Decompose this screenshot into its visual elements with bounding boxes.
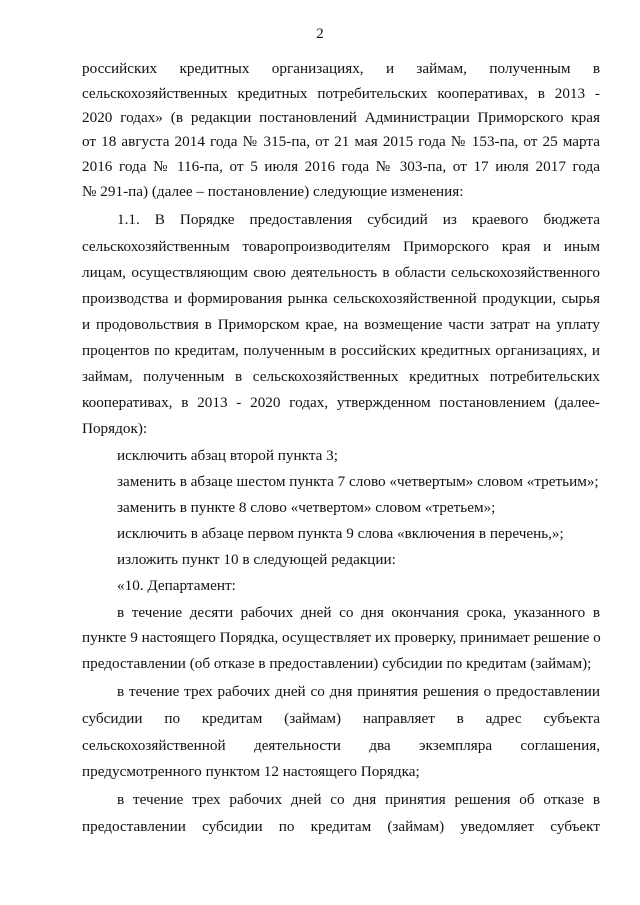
text-line: исключить в абзаце первом пункта 9 слова «включения в перечень,»; [117, 525, 564, 542]
text-line: и продовольствия в Приморском крае, на возмещение части затрат на уплату [82, 316, 600, 333]
text-line: в течение десяти рабочих дней со дня окончания срока, указанного в [117, 604, 600, 621]
text-line: № 291-па) (далее – постановление) следующие изменения: [82, 183, 464, 200]
text-line: российских кредитных организациях, и займам, полученным в [82, 60, 600, 77]
text-line: заменить в пункте 8 слово «четвертом» словом «третьем»; [117, 499, 496, 516]
text-line: от 18 августа 2014 года № 315-па, от 21 мая 2015 года № 153-па, от 25 марта [82, 133, 600, 150]
text-line: субсидии по кредитам (займам) направляет в адрес субъекта [82, 710, 600, 727]
page-number: 2 [316, 26, 324, 42]
text-line: в течение трех рабочих дней со дня принятия решения о предоставлении [117, 683, 600, 700]
text-line: в течение трех рабочих дней со дня принятия решения об отказе в [117, 791, 600, 808]
text-line: лицам, осуществляющим свою деятельность в области сельскохозяйственного [82, 264, 600, 281]
text-line: кооперативах, в 2013 - 2020 годах, утвержденном постановлением (далее- [82, 394, 600, 411]
text-line: сельскохозяйственных кредитных потребительских кооперативах, в 2013 - [82, 85, 600, 102]
text-line: предусмотренного пунктом 12 настоящего Порядка; [82, 763, 420, 780]
text-line: сельскохозяйственной деятельности два экземпляра соглашения, [82, 737, 600, 754]
text-line: пункте 9 настоящего Порядка, осуществляет их проверку, принимает решение о [82, 629, 601, 646]
text-line: процентов по кредитам, полученным в российских кредитных организациях, и [82, 342, 600, 359]
text-line: «10. Департамент: [117, 577, 236, 594]
text-line: 2016 года № 116-па, от 5 июля 2016 года № 303-па, от 17 июля 2017 года [82, 158, 600, 175]
text-line: исключить абзац второй пункта 3; [117, 447, 338, 464]
text-line: предоставлении (об отказе в предоставлении) субсидии по кредитам (займам); [82, 655, 592, 672]
text-line: займам, полученным в сельскохозяйственных кредитных потребительских [82, 368, 600, 385]
text-line: производства и формирования рынка сельскохозяйственной продукции, сырья [82, 290, 600, 307]
text-line: 1.1. В Порядке предоставления субсидий из краевого бюджета [117, 211, 600, 228]
text-line: 2020 годах» (в редакции постановлений Администрации Приморского края [82, 109, 600, 126]
text-line: изложить пункт 10 в следующей редакции: [117, 551, 396, 568]
text-line: предоставлении субсидии по кредитам (займам) уведомляет субъект [82, 818, 600, 835]
text-line: сельскохозяйственным товаропроизводителям Приморского края и иным [82, 238, 600, 255]
text-line: Порядок): [82, 420, 148, 437]
text-line: заменить в абзаце шестом пункта 7 слово «четвертым» словом «третьим»; [117, 473, 599, 490]
